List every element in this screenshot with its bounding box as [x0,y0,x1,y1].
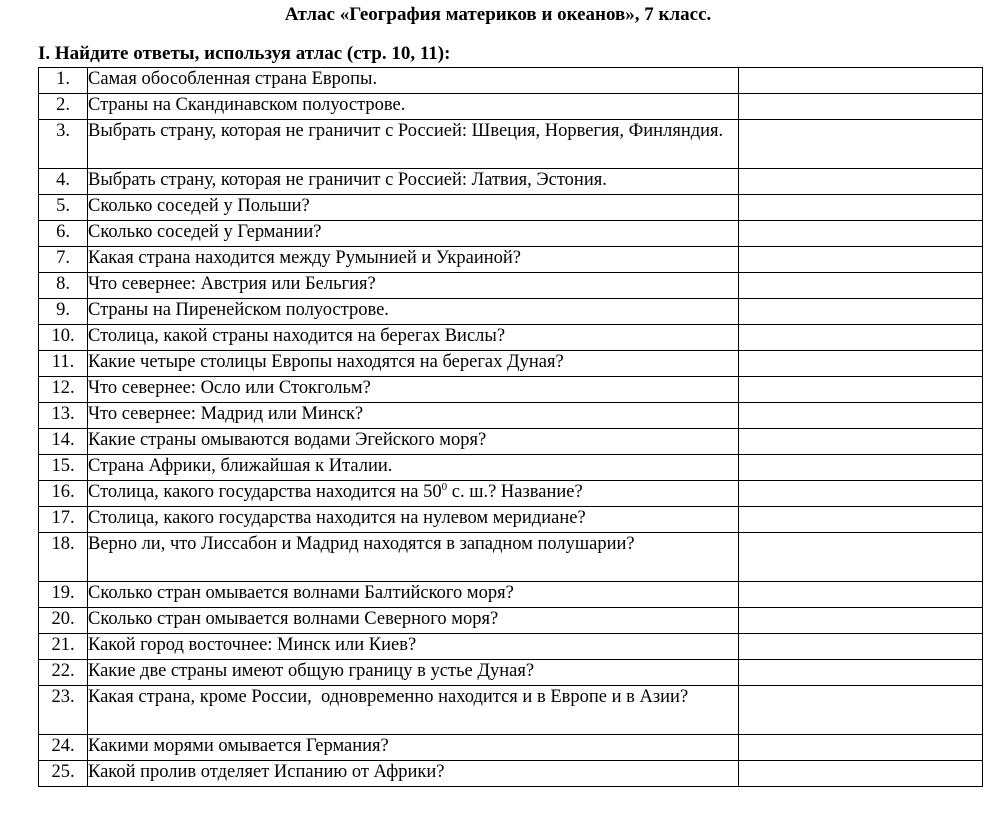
questions-table [38,67,983,787]
question-number: 11. [39,351,88,377]
question-text: Столица, какой страны находится на берегах Вислы? [88,325,739,351]
answer-cell[interactable] [739,455,983,481]
answer-cell[interactable] [739,660,983,686]
question-text: Какие четыре столицы Европы находятся на берегах Дуная? [88,351,739,377]
answer-cell[interactable] [739,221,983,247]
section-heading: I. Найдите ответы, используя атлас (стр. 10, 11): [38,43,451,64]
question-text: Какие две страны имеют общую границу в устье Дуная? [88,660,739,686]
question-number: 13. [39,403,88,429]
question-text: Какая страна, кроме России, одновременно находится и в Европе и в Азии? [88,686,739,735]
question-text: Сколько соседей у Польши? [88,195,739,221]
answer-cell[interactable] [739,686,983,735]
question-text: Какие страны омываются водами Эгейского моря? [88,429,739,455]
table-row [39,195,983,221]
table-row [39,429,983,455]
question-text: Какой пролив отделяет Испанию от Африки? [88,761,739,787]
question-text: Что севернее: Мадрид или Минск? [88,403,739,429]
table-row [39,761,983,787]
answer-cell[interactable] [739,481,983,507]
answer-cell[interactable] [739,429,983,455]
question-text: Что севернее: Австрия или Бельгия? [88,273,739,299]
answer-cell[interactable] [739,377,983,403]
document-title: Атлас «География материков и океанов», 7 класс. [284,4,712,25]
question-text: Страна Африки, ближайшая к Италии. [88,455,739,481]
table-row [39,68,983,94]
table-row [39,273,983,299]
question-number: 2. [39,94,88,120]
table-row [39,533,983,582]
answer-cell[interactable] [739,273,983,299]
table-row [39,686,983,735]
question-number: 6. [39,221,88,247]
table-row [39,403,983,429]
question-number: 3. [39,120,88,169]
question-text: Столица, какого государства находится на нулевом меридиане? [88,507,739,533]
question-text: Какой город восточнее: Минск или Киев? [88,634,739,660]
answer-cell[interactable] [739,608,983,634]
question-number: 17. [39,507,88,533]
table-row [39,507,983,533]
degree-superscript: 0 [441,481,448,493]
answer-cell[interactable] [739,169,983,195]
question-text: Сколько стран омывается волнами Северного моря? [88,608,739,634]
question-number: 22. [39,660,88,686]
question-number: 7. [39,247,88,273]
question-number: 15. [39,455,88,481]
question-text: Выбрать страну, которая не граничит с Россией: Швеция, Норвегия, Финляндия. [88,120,739,169]
question-number: 20. [39,608,88,634]
table-row [39,351,983,377]
question-number: 5. [39,195,88,221]
answer-cell[interactable] [739,735,983,761]
answer-cell[interactable] [739,351,983,377]
table-row [39,247,983,273]
table-row [39,608,983,634]
question-text-part: Столица, какого государства находится на 50 [88,482,442,502]
question-number: 21. [39,634,88,660]
question-number: 23. [39,686,88,735]
question-text: Сколько соседей у Германии? [88,221,739,247]
table-row [39,735,983,761]
question-number: 19. [39,582,88,608]
table-row [39,169,983,195]
question-text [88,481,739,507]
table-row [39,325,983,351]
table-row [39,377,983,403]
table-row [39,634,983,660]
answer-cell[interactable] [739,325,983,351]
answer-cell[interactable] [739,299,983,325]
answer-cell[interactable] [739,94,983,120]
table-row [39,582,983,608]
question-text: Сколько стран омывается волнами Балтийского моря? [88,582,739,608]
table-row [39,481,983,507]
table-row [39,94,983,120]
answer-cell[interactable] [739,634,983,660]
question-text: Выбрать страну, которая не граничит с Россией: Латвия, Эстония. [88,169,739,195]
answer-cell[interactable] [739,403,983,429]
question-text: Страны на Скандинавском полуострове. [88,94,739,120]
table-row [39,120,983,169]
answer-cell[interactable] [739,120,983,169]
answer-cell[interactable] [739,247,983,273]
question-text: Какая страна находится между Румынией и Украиной? [88,247,739,273]
question-text: Что севернее: Осло или Стокгольм? [88,377,739,403]
answer-cell[interactable] [739,533,983,582]
question-text: Какими морями омывается Германия? [88,735,739,761]
answer-cell[interactable] [739,507,983,533]
table-row [39,455,983,481]
question-number: 16. [39,481,88,507]
table-row [39,221,983,247]
answer-cell[interactable] [739,582,983,608]
question-number: 18. [39,533,88,582]
question-number: 1. [39,68,88,94]
table-row [39,660,983,686]
table-row [39,299,983,325]
question-text-part: с. ш.? Название? [447,482,583,502]
question-text: Верно ли, что Лиссабон и Мадрид находятся в западном полушарии? [88,533,739,582]
question-number: 24. [39,735,88,761]
question-number: 25. [39,761,88,787]
answer-cell[interactable] [739,68,983,94]
answer-cell[interactable] [739,761,983,787]
question-number: 8. [39,273,88,299]
question-number: 12. [39,377,88,403]
question-number: 9. [39,299,88,325]
question-number: 14. [39,429,88,455]
question-number: 4. [39,169,88,195]
answer-cell[interactable] [739,195,983,221]
question-number: 10. [39,325,88,351]
question-text: Страны на Пиренейском полуострове. [88,299,739,325]
question-text: Самая обособленная страна Европы. [88,68,739,94]
